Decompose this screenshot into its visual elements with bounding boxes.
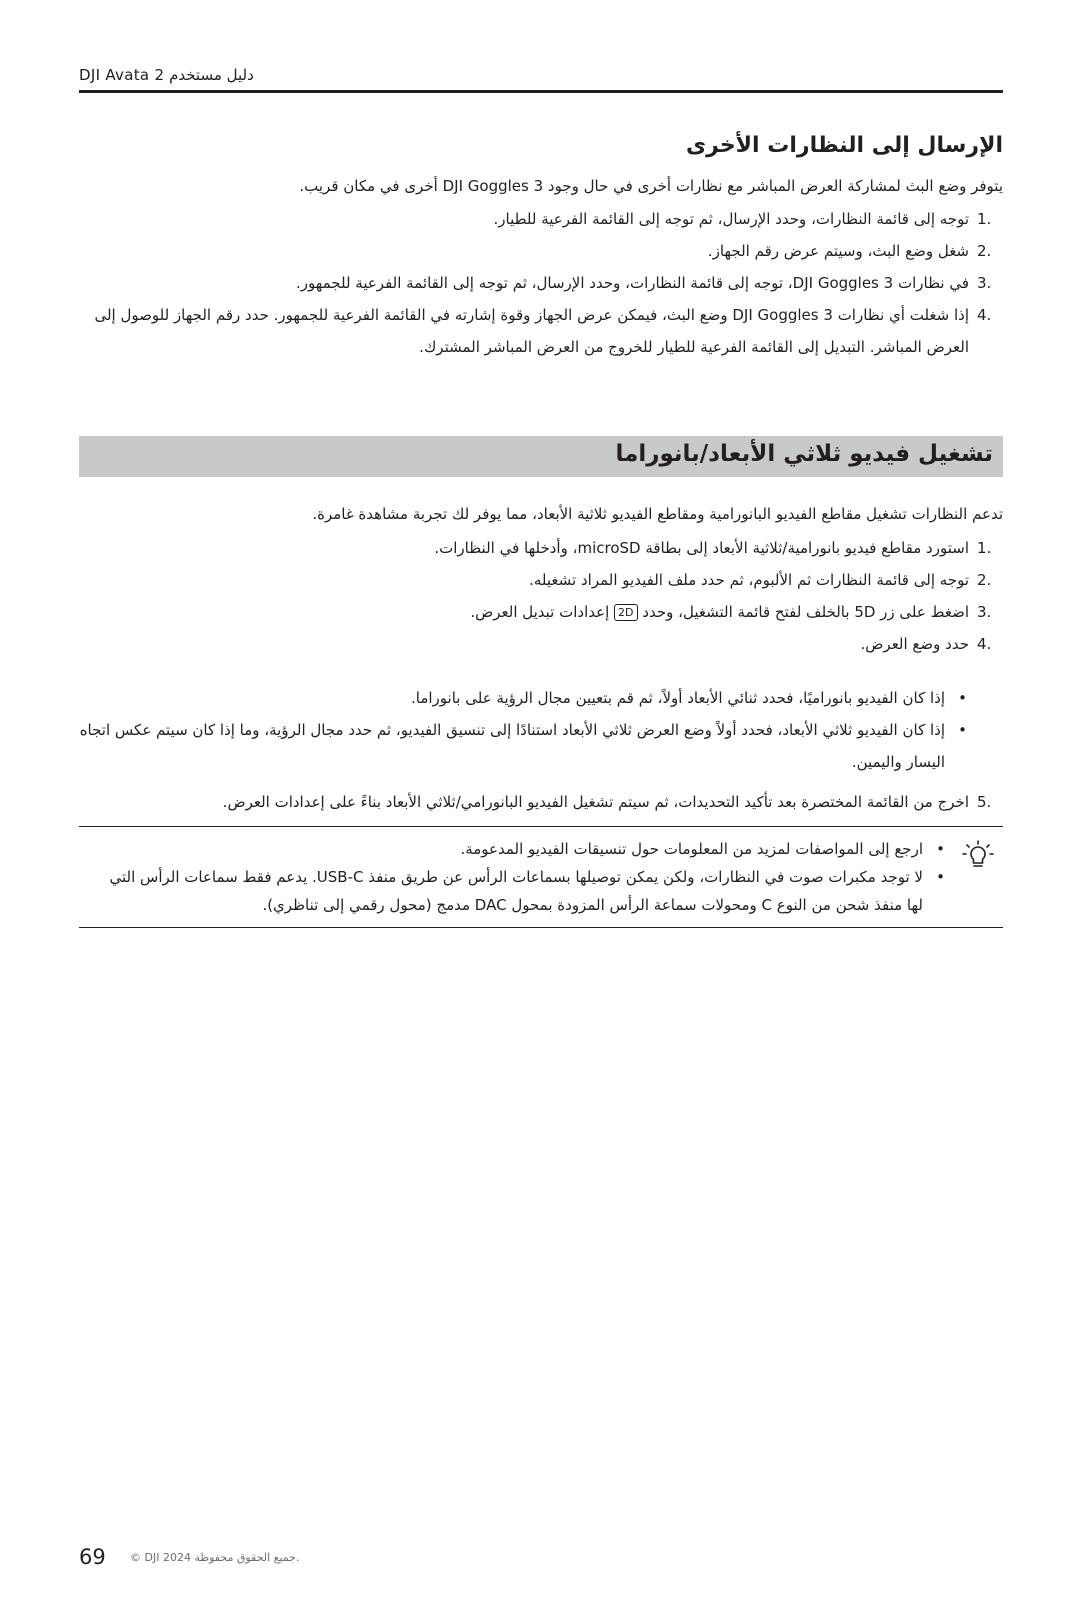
playback-step-3: 3. اضغط على زر 5D بالخلف لفتح قائمة التشغيل، وحدد 2D إعدادات تبديل العرض. <box>470 603 992 621</box>
playback-step-2: 2. توجه إلى قائمة النظارات ثم الألبوم، ثم حدد ملف الفيديو المراد تشغيله. <box>529 571 992 589</box>
header-divider <box>79 90 1003 93</box>
playback-steps-cont <box>79 786 1003 818</box>
section-title-playback: تشغيل فيديو ثلاثي الأبعاد/بانوراما <box>615 441 993 467</box>
bullet-3d: • إذا كان الفيديو ثلاثي الأبعاد، فحدد أولاً وضع العرض ثلاثي الأبعاد استنادًا إلى تنسيق الفيديو، ثم حدد مجال الرؤية، وما إذا كان سيتم عكس اتجاه اليسار واليمين. <box>79 721 967 771</box>
playback-step-1: 1. استورد مقاطع فيديو بانورامية/ثلاثية الأبعاد إلى بطاقة microSD، وأدخلها في النظارات. <box>434 539 992 557</box>
2d-mode-icon: 2D <box>614 604 637 621</box>
broadcast-step-2: 2. شغل وضع البث، وسيتم عرض رقم الجهاز. <box>707 242 992 260</box>
running-header: دليل مستخدم DJI Avata 2 <box>79 66 254 84</box>
broadcast-step-1: 1. توجه إلى قائمة النظارات، وحدد الإرسال، ثم توجه إلى القائمة الفرعية للطيار. <box>493 210 992 228</box>
tip-item: • ارجع إلى المواصفات لمزيد من المعلومات حول تنسيقات الفيديو المدعومة. <box>460 840 945 858</box>
page-number: 69 <box>79 1545 106 1569</box>
playback-step-4: 4. حدد وضع العرض. <box>860 635 992 653</box>
section-header-bar <box>79 436 1003 477</box>
broadcast-intro: يتوفر وضع البث لمشاركة العرض المباشر مع نظارات أخرى في حال وجود DJI Goggles 3 أخرى في مكان قريب. <box>299 177 1003 195</box>
tip-box <box>79 826 1003 928</box>
playback-intro: تدعم النظارات تشغيل مقاطع الفيديو البانورامية ومقاطع الفيديو ثلاثية الأبعاد، مما يوفر لك تجربة مشاهدة غامرة. <box>312 505 1003 523</box>
tip-item: • لا توجد مكبرات صوت في النظارات، ولكن يمكن توصيلها بسماعات الرأس عن طريق منفذ USB-C. يدعم فقط سماعات الرأس التي لها منفذ شحن من النوع C ومحولات سماعة الرأس المزودة بمحول DAC مدمج (محول رقمي إلى تناظري). <box>109 868 945 914</box>
playback-steps <box>79 532 1003 660</box>
display-mode-bullets <box>79 682 969 778</box>
lightbulb-icon <box>961 839 995 873</box>
tip-list <box>89 835 947 919</box>
broadcast-step-3: 3. في نظارات DJI Goggles 3، توجه إلى قائمة النظارات، وحدد الإرسال، ثم توجه إلى القائمة الفرعية للجمهور. <box>295 274 992 292</box>
playback-step-5: 5. اخرج من القائمة المختصرة بعد تأكيد التحديدات، ثم سيتم تشغيل الفيديو البانورامي/ثلاثي الأبعاد بناءً على إعدادات العرض. <box>222 793 992 811</box>
broadcast-steps <box>79 203 1003 363</box>
bullet-panorama: • إذا كان الفيديو بانوراميًا، فحدد ثنائي الأبعاد أولاً، ثم قم بتعيين مجال الرؤية على بانوراما. <box>411 689 967 707</box>
section-title-broadcast: الإرسال إلى النظارات الأخرى <box>685 133 1003 158</box>
copyright-notice: © DJI 2024 جميع الحقوق محفوظة. <box>130 1551 300 1564</box>
broadcast-step-4: 4. إذا شغلت أي نظارات DJI Goggles 3 وضع البث، فيمكن عرض الجهاز وقوة إشارته في القائمة الفرعية للجمهور. حدد رقم الجهاز للوصول إلى العرض المباشر. التبديل إلى القائمة الفرعية للطيار للخروج من العرض المباشر المشترك. <box>94 306 992 356</box>
